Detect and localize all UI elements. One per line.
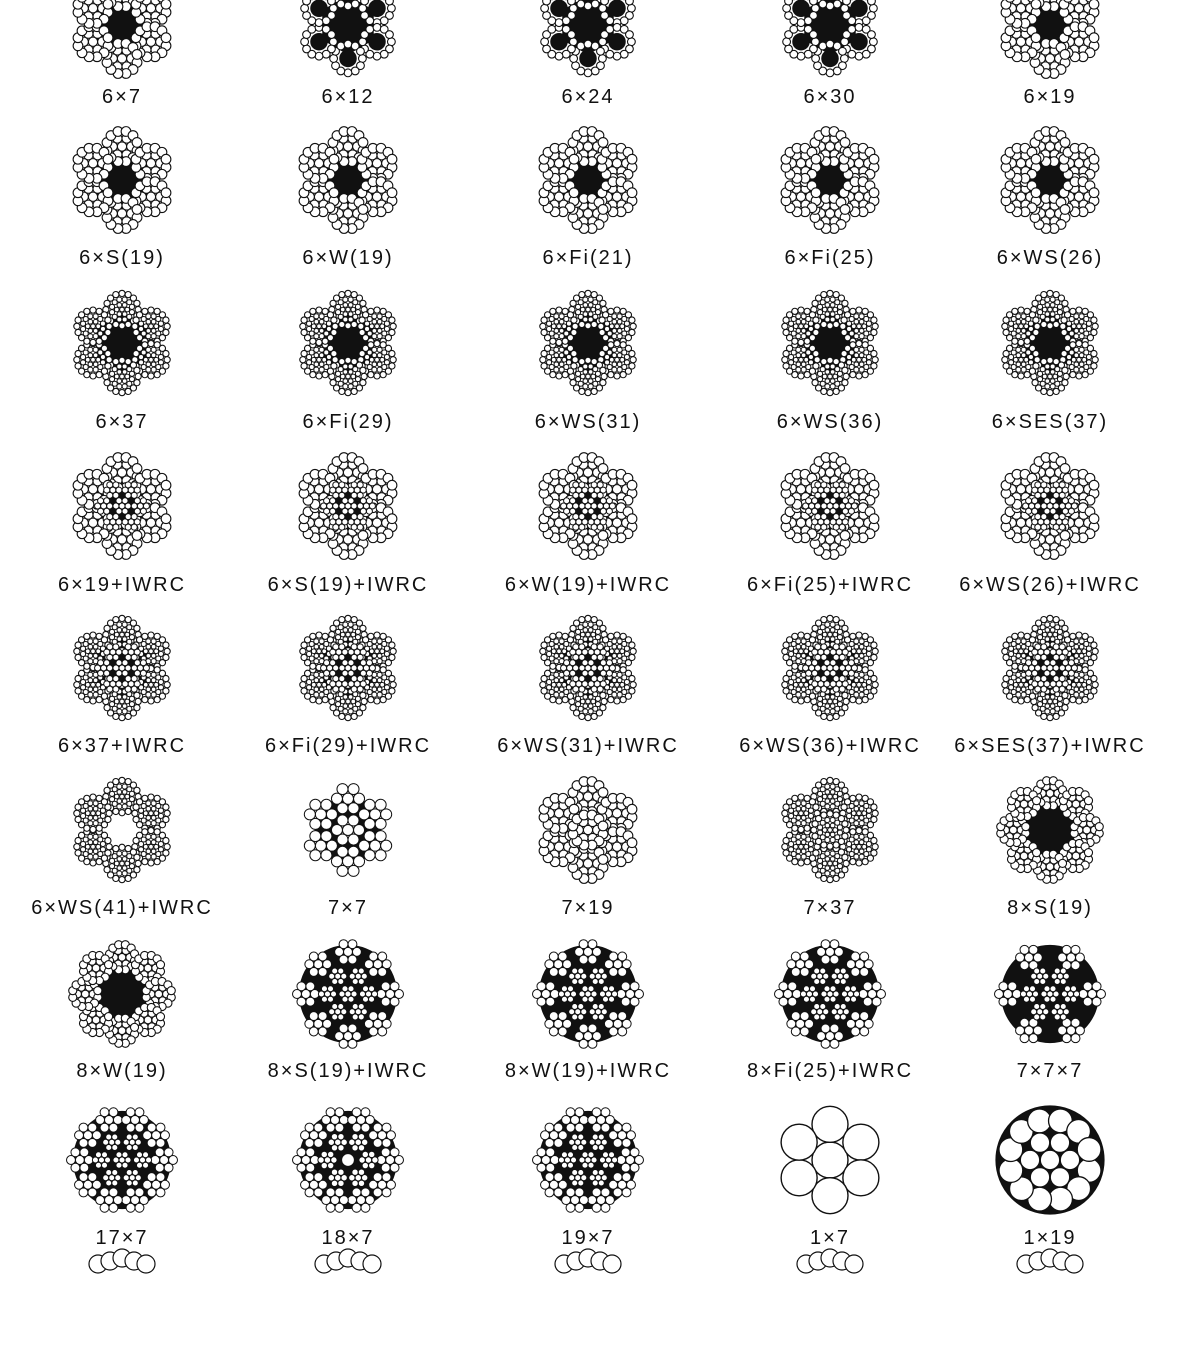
rope-cross-section-icon: [518, 0, 658, 95]
rope-label: 8×Fi(25)+IWRC: [715, 1060, 945, 1082]
rope-label: 7×19: [473, 897, 703, 919]
outer-strand: [539, 177, 579, 217]
inner-strand: [1051, 1003, 1069, 1020]
rope-cross-section-icon: [760, 598, 900, 738]
inner-strand: [599, 1152, 617, 1169]
rope-cross-section-icon: [760, 110, 900, 250]
rope-cross-section-icon: [278, 1230, 418, 1370]
inner-strand: [831, 1003, 849, 1020]
outer-strand: [598, 307, 636, 346]
core-strand: [330, 514, 348, 531]
core-strand: [330, 482, 348, 499]
inner-strand: [359, 986, 377, 1003]
core-strand: [579, 660, 597, 677]
core-strand: [348, 514, 366, 531]
wire: [812, 1178, 848, 1214]
rope-label: 6×WS(26)+IWRC: [935, 574, 1165, 596]
rope-cross-section-icon: [52, 598, 192, 738]
wire: [1077, 1138, 1101, 1162]
core-strand: [1059, 498, 1077, 515]
inner-strand: [133, 1152, 151, 1169]
outer-strand: [1007, 787, 1040, 820]
inner-strand: [349, 1133, 368, 1151]
rope-cross-section-icon: [52, 273, 192, 413]
outer-strand: [299, 177, 339, 217]
outer-strand: [131, 143, 171, 183]
core-strand: [131, 660, 149, 677]
partial-strands: [89, 1249, 155, 1273]
core-strand: [104, 514, 122, 531]
core-strand: [570, 644, 588, 661]
inner-strand: [318, 1151, 337, 1169]
core-strand: [830, 676, 848, 693]
core-strand: [348, 676, 366, 693]
inner-strand: [318, 986, 336, 1003]
wire: [781, 1160, 817, 1196]
outer-strand: [1002, 307, 1040, 346]
rope-label: 6×Fi(25)+IWRC: [715, 574, 945, 596]
rope-label: 18×7: [233, 1227, 463, 1249]
core-strand: [812, 676, 830, 693]
rope-label: 6×30: [715, 86, 945, 108]
inner-strand: [1031, 968, 1049, 985]
rope-cross-section-icon: [518, 273, 658, 413]
outer-strand: [74, 794, 112, 833]
inner-strand: [328, 1169, 347, 1187]
rope-label: 8×W(19)+IWRC: [473, 1060, 703, 1082]
inner-strand: [329, 968, 347, 985]
center-strand: [579, 986, 597, 1003]
core-strand: [588, 482, 606, 499]
core-strand: [812, 482, 830, 499]
wire: [1030, 1133, 1049, 1152]
rope-cross-section-icon: [52, 924, 192, 1064]
wire: [1028, 1109, 1052, 1133]
core-strand: [122, 514, 140, 531]
rope-label: 6×Fi(29): [233, 411, 463, 433]
outer-strand: [1060, 307, 1098, 346]
rope-label: 6×37+IWRC: [7, 735, 237, 757]
outer-strand: [1002, 340, 1040, 379]
rope-label: 6×WS(31)+IWRC: [473, 735, 703, 757]
inner-strand: [558, 986, 576, 1003]
rope-cross-section-icon: [278, 273, 418, 413]
rope-cross-section-icon: [760, 924, 900, 1064]
core-strand: [113, 498, 131, 515]
inner-strand: [349, 968, 367, 985]
inner-strand: [811, 968, 829, 985]
rope-label: 6×WS(36): [715, 411, 945, 433]
inner-strand: [831, 968, 849, 985]
inner-strand: [1020, 986, 1038, 1003]
rope-label: 6×W(19)+IWRC: [473, 574, 703, 596]
core-strand: [830, 482, 848, 499]
inner-strand: [359, 1151, 378, 1169]
outer-strand: [782, 307, 820, 346]
wire: [843, 1160, 879, 1196]
rope-cross-section-icon: [980, 1230, 1120, 1370]
core-strand: [357, 660, 375, 677]
rope-cross-section-icon: [760, 1090, 900, 1230]
rope-cross-section-icon: [980, 0, 1120, 95]
rope-label: 17×7: [7, 1227, 237, 1249]
inner-strand: [599, 986, 617, 1003]
wire: [1020, 1150, 1039, 1169]
rope-label: 6×SES(37): [935, 411, 1165, 433]
outer-strand: [782, 340, 820, 379]
rope-label: 6×WS(41)+IWRC: [7, 897, 237, 919]
outer-strand: [597, 143, 637, 183]
core-strand: [821, 660, 839, 677]
rope-label: 8×S(19): [935, 897, 1165, 919]
inner-strand: [1051, 968, 1069, 985]
rope-cross-section-icon: [52, 760, 192, 900]
inner-strand: [349, 1169, 368, 1187]
rope-cross-section-icon: [52, 1090, 192, 1230]
center-strand: [579, 1152, 597, 1169]
core-strand: [570, 676, 588, 693]
rope-cross-section-icon: [980, 110, 1120, 250]
rope-label: 6×19+IWRC: [7, 574, 237, 596]
outer-strand: [73, 22, 113, 62]
core-strand: [122, 482, 140, 499]
core-strand: [570, 514, 588, 531]
outer-strand: [839, 143, 879, 183]
outer-strand: [1001, 177, 1041, 217]
outer-strand: [540, 307, 578, 346]
wire: [812, 1142, 848, 1178]
outer-strand: [1059, 143, 1099, 183]
outer-strand: [1001, 143, 1041, 183]
rope-cross-section-icon: [278, 760, 418, 900]
rope-label: 6×SES(37)+IWRC: [935, 735, 1165, 757]
rope-cross-section-icon: [980, 760, 1120, 900]
core-strand: [588, 676, 606, 693]
core-strand: [1050, 482, 1068, 499]
rope-cross-section-icon: [52, 1230, 192, 1370]
rope-cross-section-icon: [52, 110, 192, 250]
wire: [1040, 1150, 1059, 1169]
rope-cross-section-icon: [278, 1090, 418, 1230]
rope-label: 6×W(19): [233, 247, 463, 269]
rope-cross-section-icon: [760, 760, 900, 900]
wire: [603, 1255, 621, 1273]
core-strand: [579, 498, 597, 515]
center-strand: [811, 811, 850, 850]
core-strand: [588, 644, 606, 661]
rope-label: 6×WS(31): [473, 411, 703, 433]
core-strand: [830, 644, 848, 661]
inner-strand: [329, 1003, 347, 1020]
rope-cross-section-icon: [518, 110, 658, 250]
core-strand: [597, 498, 615, 515]
core-strand: [339, 660, 357, 677]
rope-cross-section-icon: [980, 273, 1120, 413]
rope-cross-section-icon: [278, 924, 418, 1064]
rope-cross-section-icon: [52, 0, 192, 95]
center-strand: [1041, 986, 1059, 1003]
wire: [137, 1255, 155, 1273]
core-strand: [330, 676, 348, 693]
core-strand: [839, 498, 857, 515]
rope-label: 6×37: [7, 411, 237, 433]
rope-cross-section-icon: [760, 1230, 900, 1370]
core-strand: [821, 498, 839, 515]
core-strand: [1032, 676, 1050, 693]
rope-label: 6×S(19): [7, 247, 237, 269]
wire: [1049, 1187, 1073, 1211]
inner-strand: [569, 968, 587, 985]
core-strand: [1023, 660, 1041, 677]
rope-label: 7×37: [715, 897, 945, 919]
core-strand: [321, 498, 339, 515]
outer-strand: [781, 177, 821, 217]
inner-strand: [811, 1003, 829, 1020]
core-strand: [1050, 644, 1068, 661]
core-strand: [1041, 660, 1059, 677]
core-strand: [357, 498, 375, 515]
partial-strands: [1017, 1249, 1083, 1273]
rope-cross-section-icon: [760, 0, 900, 95]
center-strand: [568, 810, 608, 850]
inner-strand: [1031, 1003, 1049, 1020]
inner-strand: [589, 1134, 607, 1151]
core-strand: [803, 660, 821, 677]
inner-strand: [349, 1003, 367, 1020]
rope-cross-section-icon: [518, 760, 658, 900]
core-strand: [348, 482, 366, 499]
core-strand: [597, 660, 615, 677]
rope-cross-section-icon: [760, 273, 900, 413]
center-wire: [342, 1154, 355, 1167]
outer-strand: [132, 307, 170, 346]
outer-strand: [539, 143, 579, 183]
wire: [1065, 1255, 1083, 1273]
inner-strand: [558, 1152, 576, 1169]
rope-cross-section-icon: [980, 436, 1120, 576]
core-strand: [1032, 482, 1050, 499]
core-strand: [1032, 644, 1050, 661]
inner-strand: [569, 1003, 587, 1020]
outer-strand: [781, 143, 821, 183]
inner-strand: [1061, 986, 1079, 1003]
core-strand: [561, 660, 579, 677]
center-strand: [339, 986, 357, 1003]
inner-strand: [841, 986, 859, 1003]
outer-strand: [74, 340, 112, 379]
core-strand: [131, 498, 149, 515]
rope-cross-section-icon: [518, 1230, 658, 1370]
rope-label: 6×WS(36)+IWRC: [715, 735, 945, 757]
core-strand: [812, 644, 830, 661]
rope-cross-section-icon: [52, 436, 192, 576]
core-strand: [1023, 498, 1041, 515]
rope-label: 7×7: [233, 897, 463, 919]
rope-label: 6×WS(26): [935, 247, 1165, 269]
outer-strand: [73, 143, 113, 183]
inner-strand: [800, 986, 818, 1003]
core-strand: [104, 482, 122, 499]
rope-label: 6×24: [473, 86, 703, 108]
core-strand: [330, 644, 348, 661]
core-strand: [95, 660, 113, 677]
inner-strand: [589, 1169, 607, 1186]
outer-strand: [300, 340, 338, 379]
core-strand: [104, 676, 122, 693]
outer-strand: [358, 307, 396, 346]
rope-cross-section-icon: [518, 1090, 658, 1230]
wire: [845, 1255, 863, 1273]
rope-cross-section-icon: [278, 436, 418, 576]
wire: [1060, 1150, 1079, 1169]
rope-cross-section-icon: [980, 598, 1120, 738]
wire: [363, 1255, 381, 1273]
partial-strands: [555, 1249, 621, 1273]
outer-strand: [540, 340, 578, 379]
center-strand: [821, 986, 839, 1003]
wire: [1050, 1168, 1069, 1187]
rope-label: 6×12: [233, 86, 463, 108]
wire: [843, 1124, 879, 1160]
wire: [781, 1124, 817, 1160]
core-strand: [122, 676, 140, 693]
core-strand: [348, 644, 366, 661]
core-strand: [104, 644, 122, 661]
inner-strand: [92, 1152, 110, 1169]
rope-label: 1×19: [935, 1227, 1165, 1249]
rope-cross-section-icon: [518, 436, 658, 576]
wire: [1050, 1133, 1069, 1152]
core-strand: [570, 482, 588, 499]
outer-strand: [299, 143, 339, 183]
core-strand: [1059, 660, 1077, 677]
rope-label: 7×7×7: [935, 1060, 1165, 1082]
outer-strand: [132, 794, 170, 833]
outer-strand: [357, 143, 397, 183]
core-strand: [113, 660, 131, 677]
core-strand: [812, 514, 830, 531]
rope-label: 6×S(19)+IWRC: [233, 574, 463, 596]
rope-label: 6×7: [7, 86, 237, 108]
inner-strand: [589, 1003, 607, 1020]
inner-strand: [123, 1169, 141, 1186]
inner-strand: [103, 1134, 121, 1151]
core-strand: [95, 498, 113, 515]
outer-strand: [73, 177, 113, 217]
rope-cross-section-icon: [518, 598, 658, 738]
rope-cross-section-icon: [980, 924, 1120, 1064]
inner-strand: [569, 1169, 587, 1186]
outer-strand: [840, 307, 878, 346]
center-strand: [113, 1152, 131, 1169]
core-strand: [830, 514, 848, 531]
outer-strand: [74, 307, 112, 346]
wire: [812, 1106, 848, 1142]
rope-label: 6×19: [935, 86, 1165, 108]
outer-strand: [300, 307, 338, 346]
partial-strands: [315, 1249, 381, 1273]
rope-label: 6×Fi(29)+IWRC: [233, 735, 463, 757]
rope-label: 6×Fi(21): [473, 247, 703, 269]
inner-strand: [569, 1134, 587, 1151]
core-strand: [1050, 676, 1068, 693]
inner-strand: [103, 1169, 121, 1186]
outer-strand: [1001, 22, 1041, 62]
rope-label: 19×7: [473, 1227, 703, 1249]
core-strand: [1050, 514, 1068, 531]
rope-cross-section-icon: [278, 598, 418, 738]
rope-label: 1×7: [715, 1227, 945, 1249]
rope-cross-section-icon: [518, 924, 658, 1064]
core-strand: [839, 660, 857, 677]
rope-cross-section-icon: [980, 1090, 1120, 1230]
core-strand: [339, 498, 357, 515]
rope-cross-section-icon: [278, 110, 418, 250]
core-strand: [803, 498, 821, 515]
outer-strand: [79, 951, 112, 984]
core-strand: [1041, 498, 1059, 515]
rope-cross-section-icon: [278, 0, 418, 95]
inner-strand: [589, 968, 607, 985]
rope-label: 8×S(19)+IWRC: [233, 1060, 463, 1082]
wire: [1030, 1168, 1049, 1187]
wire: [999, 1159, 1023, 1183]
core-strand: [588, 514, 606, 531]
rope-label: 6×Fi(25): [715, 247, 945, 269]
rope-label: 8×W(19): [7, 1060, 237, 1082]
inner-strand: [123, 1134, 141, 1151]
partial-strands: [797, 1249, 863, 1273]
core-strand: [122, 644, 140, 661]
core-strand: [561, 498, 579, 515]
core-strand: [321, 660, 339, 677]
core-strand: [1032, 514, 1050, 531]
inner-strand: [328, 1133, 347, 1151]
outer-strand: [74, 827, 112, 866]
rope-cross-section-icon: [760, 436, 900, 576]
